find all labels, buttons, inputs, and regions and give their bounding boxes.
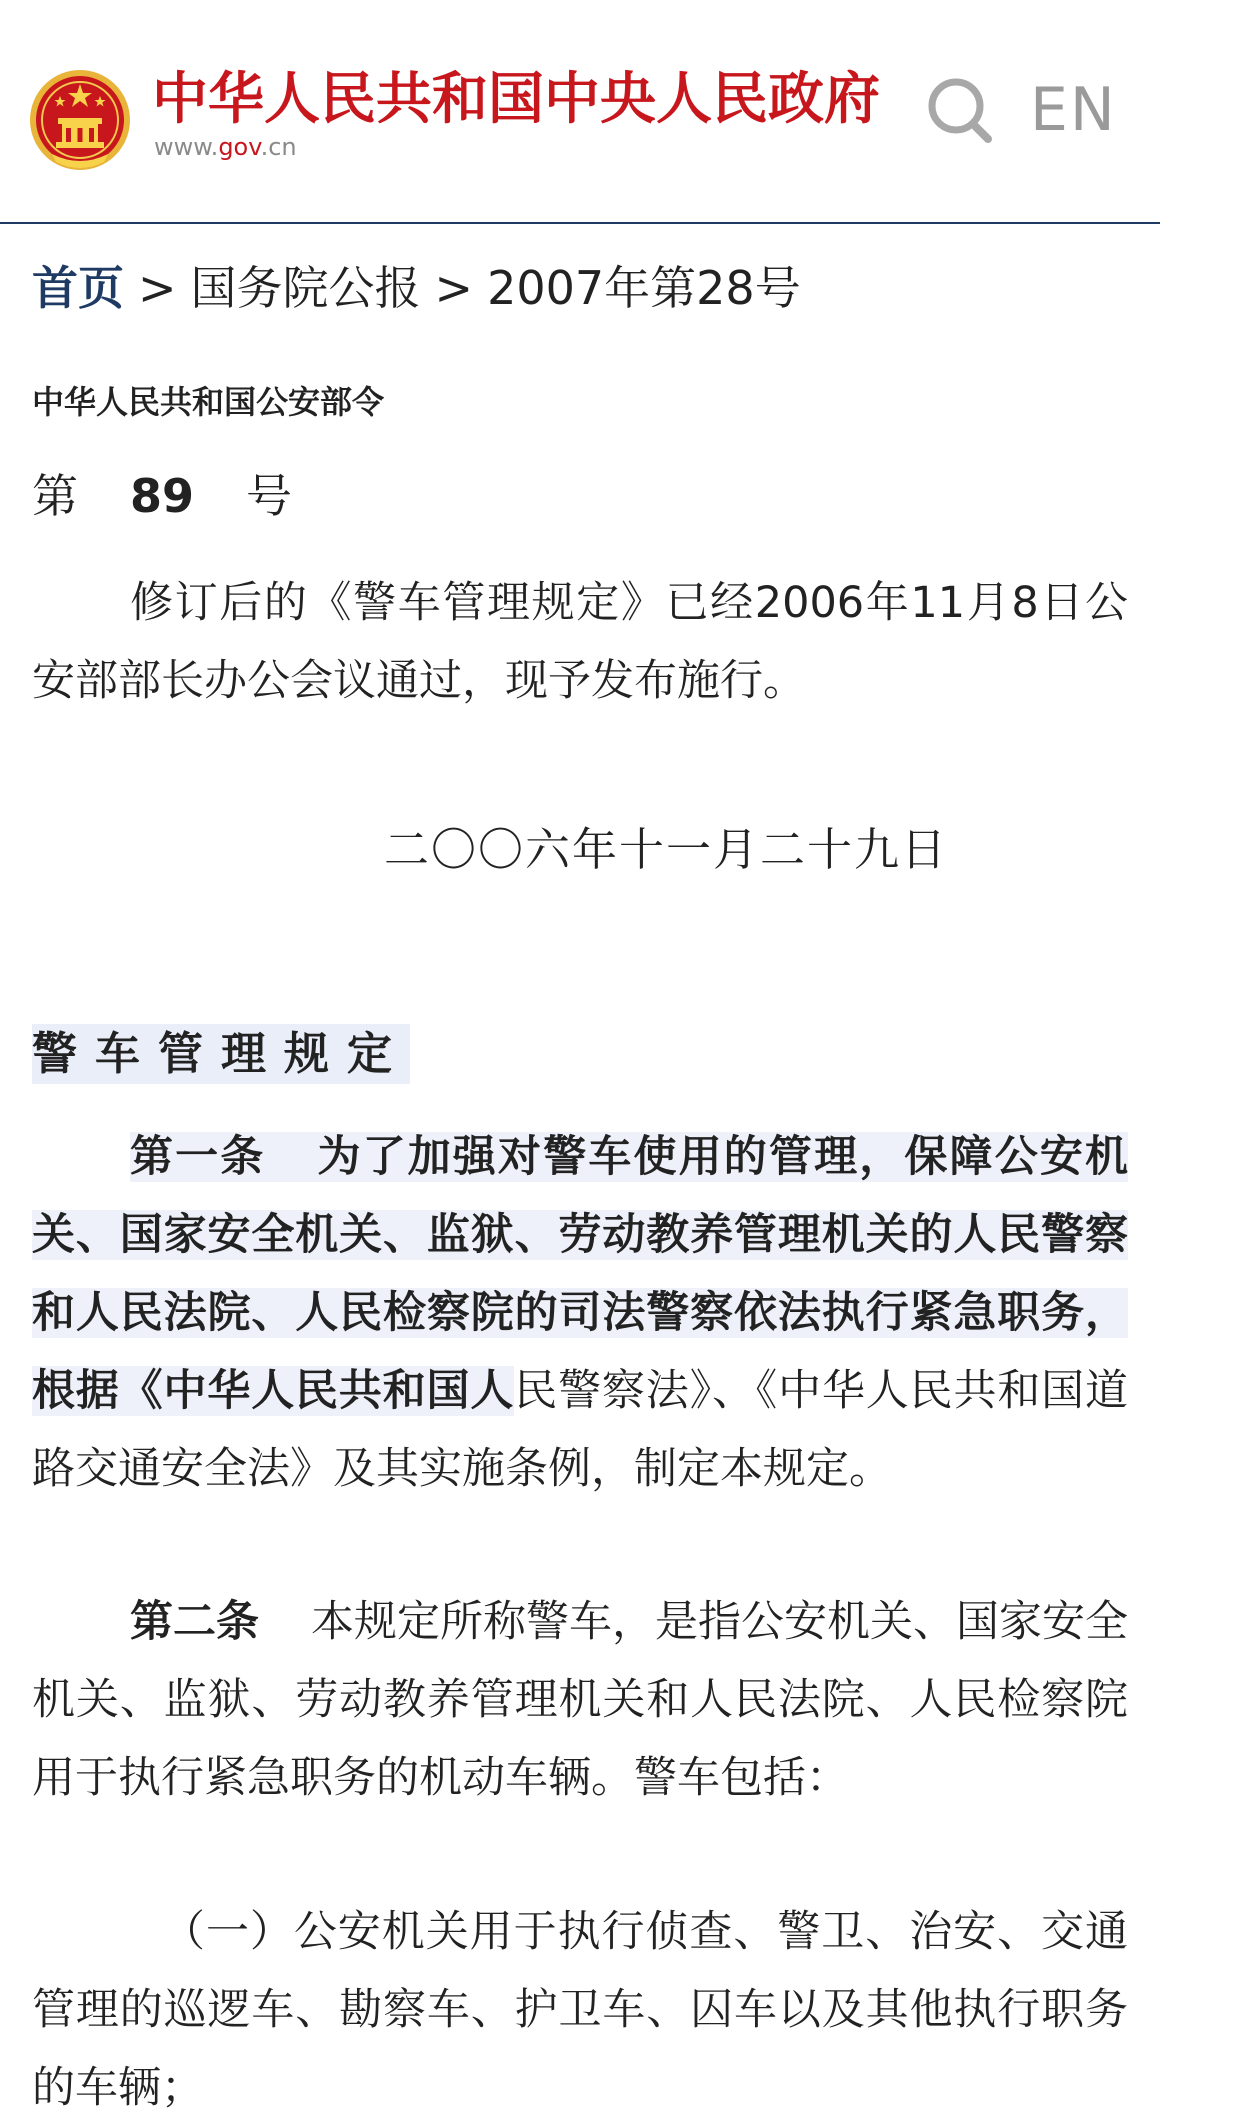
issue-date: 二〇〇六年十一月二十九日 [384, 823, 949, 876]
breadcrumb-separator: > [434, 261, 474, 315]
breadcrumb [32, 258, 801, 318]
order-issuer: 中华人民共和国公安部令 [32, 383, 385, 421]
order-suffix: 号 [246, 469, 293, 523]
article-2-heading: 第二条 [130, 1597, 259, 1647]
url-suffix: .cn [260, 133, 297, 161]
article-1-bold-text: 为了加强对警车使用的管理，保障公安机关、国家安全机关、监狱、劳动教养管理机关的人民警察和人民法院、人民检察院的司法警察依法执行紧急职务，根据《中华人民共和国人 [32, 1132, 1129, 1416]
intro-paragraph: 修订后的《警车管理规定》已经2006年11月8日公安部部长办公会议通过，现予发布施行。 [32, 578, 1128, 706]
order-prefix: 第 [32, 469, 78, 523]
order-number-value: 89 [130, 469, 195, 523]
breadcrumb-separator: > [138, 261, 177, 315]
article-1-heading: 第一条 [130, 1132, 266, 1182]
url-domain: gov [218, 133, 261, 161]
order-number [32, 466, 292, 526]
article-1 [32, 1118, 1128, 1508]
article-2-item-1: （一）公安机关用于执行侦查、警卫、治安、交通管理的巡逻车、勘察车、护卫车、囚车以及其他执行职务的车辆； [32, 1907, 1128, 2113]
site-header [0, 0, 1160, 224]
language-switch-en[interactable]: EN [1030, 75, 1117, 145]
regulation-title: 警车管理规定 [32, 1024, 410, 1084]
url-prefix: www. [154, 133, 219, 161]
search-icon[interactable] [926, 76, 996, 146]
breadcrumb-bulletin-link[interactable]: 国务院公报 [190, 261, 421, 315]
site-url [154, 132, 297, 162]
national-emblem-icon[interactable] [30, 70, 130, 172]
site-name[interactable]: 中华人民共和国中央人民政府 [152, 67, 880, 132]
article-1-text: 民警察法》、《中华人民共和国道路交通安全法》及其实施条例，制定本规定。 [32, 1366, 1129, 1494]
breadcrumb-home-link[interactable]: 首页 [32, 261, 124, 315]
article-2 [32, 1583, 1128, 1817]
article-2-text: 本规定所称警车，是指公安机关、国家安全机关、监狱、劳动教养管理机关和人民法院、人民检察院用于执行紧急职务的机动车辆。警车包括： [32, 1597, 1128, 1803]
breadcrumb-issue[interactable]: 2007年第28号 [487, 261, 801, 315]
